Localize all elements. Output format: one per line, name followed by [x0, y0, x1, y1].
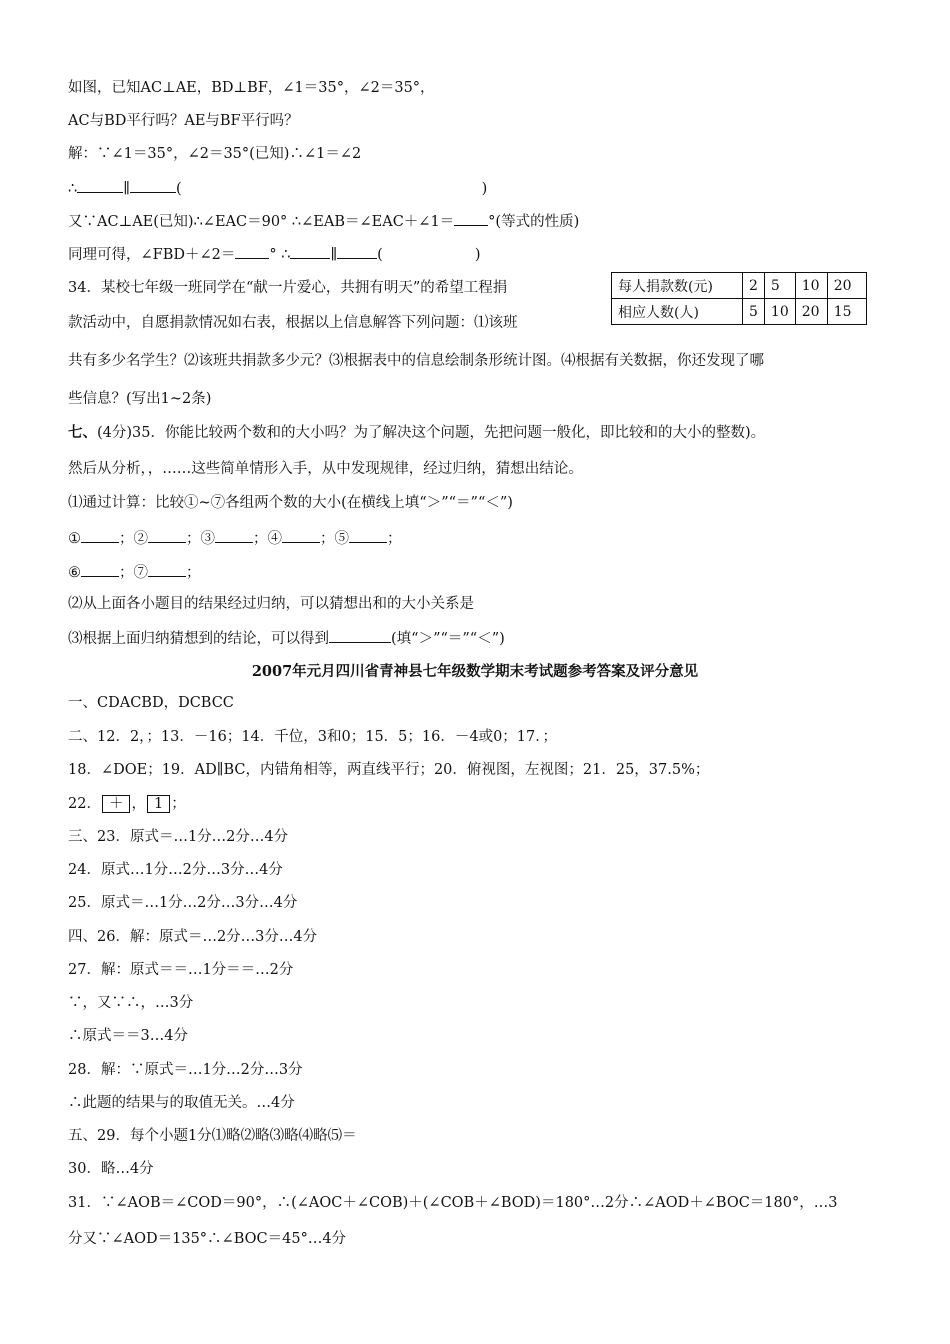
item-label: ；	[387, 531, 402, 547]
solution-text: °(等式的性质)	[488, 214, 580, 230]
answer-blank[interactable]	[130, 177, 176, 193]
section-heading: 七、	[68, 424, 97, 441]
q35-comparison-row1	[68, 527, 402, 549]
boxed-answer: 1	[147, 795, 170, 813]
q35-text-line3: ⑴通过计算：比较①~⑦各组两个数的大小(在横线上填“＞”“＝”“＜”)	[68, 495, 513, 511]
answer-blank[interactable]	[77, 177, 123, 193]
answer-blank[interactable]	[81, 561, 119, 577]
solution-text: 同理可得，∠FBD＋∠2＝	[68, 247, 236, 263]
boxed-answer: ＋	[102, 795, 131, 813]
answer-line: 分又∵∠AOD＝135°∴∠BOC＝45°…4分	[68, 1231, 347, 1247]
item-label: ；⑤	[320, 531, 349, 547]
item-label: ；	[186, 565, 201, 581]
q33-solution-line1: 解：∵∠1＝35°，∠2＝35°(已知)∴∠1＝∠2	[68, 146, 362, 162]
answer-line	[68, 794, 186, 814]
table-cell: 每人捐款数(元)	[612, 273, 743, 299]
q35-comparison-row2	[68, 561, 201, 583]
answer-text: ；	[171, 796, 186, 812]
answer-line: 27．解：原式＝＝…1分＝＝…2分	[68, 962, 294, 978]
question-text: ⑶根据上面归纳猜想到的结论，可以得到	[68, 631, 329, 647]
table-cell: 5	[764, 273, 795, 299]
answer-blank[interactable]	[337, 243, 377, 259]
item-label: ⑥	[68, 565, 81, 581]
answer-blank[interactable]	[282, 527, 320, 543]
therefore-symbol: ∴	[68, 181, 78, 197]
answer-line: 24．原式…1分…2分…3分…4分	[68, 862, 283, 878]
table-cell: 10	[764, 299, 795, 325]
item-label: ；④	[253, 531, 282, 547]
answer-line: 五、29．每个小题1分⑴略⑵略⑶略⑷略⑸＝	[68, 1128, 357, 1144]
answer-line: 18．∠DOE；19．AD∥BC，内错角相等，两直线平行；20．俯视图，左视图；21．25，37.5%；	[68, 762, 710, 778]
answer-blank[interactable]	[349, 527, 387, 543]
answer-blank[interactable]	[81, 527, 119, 543]
table-cell: 20	[795, 299, 827, 325]
item-label: ；⑦	[119, 565, 148, 581]
q35-text-line2: 然后从分析，，……这些简单情形入手，从中发现规律，经过归纳，猜想出结论。	[68, 461, 583, 477]
answer-line: 28．解：∵原式＝…1分…2分…3分	[68, 1062, 303, 1078]
answer-line: 一、CDACBD，DCBCC	[68, 695, 234, 711]
q33-text-line1: 如图，已知AC⊥AE，BD⊥BF，∠1＝35°，∠2＝35°，	[68, 80, 435, 96]
answer-line: 二、12．2，；13．－16；14．千位，3和0；15．5；16．－4或0；17．；	[68, 729, 558, 745]
answer-key-title: 2007年元月四川省青神县七年级数学期末考试题参考答案及评分意见	[251, 663, 699, 680]
item-label: ①	[68, 531, 81, 547]
q34-text-line3: 共有多少名学生？⑵该班共捐款多少元？⑶根据表中的信息绘制条形统计图。⑷根据有关数据，你还发现了哪	[68, 353, 764, 369]
answer-line: 25．原式＝…1分…2分…3分…4分	[68, 895, 298, 911]
q35-text-line4: ⑵从上面各小题目的结果经过归纳，可以猜想出和的大小关系是	[68, 596, 474, 612]
table-row	[612, 299, 867, 325]
question-text: (填“＞”“＝”“＜”)	[391, 631, 505, 647]
answer-line: ∵，又∵∴，…3分	[68, 995, 194, 1011]
q33-solution-line2	[68, 177, 487, 199]
answer-blank[interactable]	[290, 243, 330, 259]
table-cell: 20	[827, 273, 866, 299]
reason-open: (	[175, 181, 182, 197]
answer-line: 三、23．原式＝…1分…2分…4分	[68, 829, 289, 845]
q35-text-line1	[68, 423, 765, 443]
answer-blank[interactable]	[329, 627, 391, 643]
question-text: (4分)35．你能比较两个数和的大小吗？为了解决这个问题，先把问题一般化，即比较和的大小的整数)。	[97, 425, 766, 441]
q33-text-line2: AC与BD平行吗？AE与BF平行吗？	[68, 113, 299, 129]
item-label: ；②	[119, 531, 148, 547]
answer-line: 30．略…4分	[68, 1161, 154, 1177]
table-cell: 相应人数(人)	[612, 299, 743, 325]
solution-text: 又∵AC⊥AE(已知)∴∠EAC＝90° ∴∠EAB＝∠EAC＋∠1＝	[68, 214, 455, 230]
donation-table	[611, 272, 867, 325]
q33-solution-line3	[68, 210, 579, 232]
reason-close: )	[481, 181, 488, 197]
q34-text-line1: 34．某校七年级一班同学在“献一片爱心，共拥有明天”的希望工程捐	[68, 280, 508, 296]
answer-blank[interactable]	[148, 561, 186, 577]
solution-text: ° ∴	[269, 247, 291, 263]
table-row	[612, 273, 867, 299]
answer-blank[interactable]	[148, 527, 186, 543]
q34-text-line4: 些信息？(写出1~2条)	[68, 391, 212, 407]
answer-line: ∴此题的结果与的取值无关。…4分	[68, 1095, 295, 1111]
answer-line: 31．∵∠AOB＝∠COD＝90°，∴(∠AOC＋∠COB)＋(∠COB＋∠BOD)＝180°…2分∴∠AOD＋∠BOC＝180°，…3	[68, 1195, 838, 1211]
answer-text: 22．	[68, 796, 101, 812]
answer-blank[interactable]	[215, 527, 253, 543]
answer-line: ∴原式＝＝3…4分	[68, 1028, 188, 1044]
answer-text: ，	[131, 796, 146, 812]
parallel-symbol: ∥	[330, 247, 338, 263]
answer-line: 四、26．解：原式＝…2分…3分…4分	[68, 929, 318, 945]
reason-open: (	[377, 247, 383, 263]
table-cell: 15	[827, 299, 866, 325]
reason-close: )	[474, 247, 481, 263]
answer-blank[interactable]	[454, 210, 488, 226]
q33-solution-line4	[68, 243, 481, 265]
table-cell: 2	[743, 273, 765, 299]
parallel-symbol: ∥	[123, 181, 130, 197]
q34-text-line2: 款活动中，自愿捐款情况如右表，根据以上信息解答下列问题：⑴该班	[68, 315, 518, 331]
item-label: ；③	[186, 531, 215, 547]
answer-blank[interactable]	[235, 243, 269, 259]
table-cell: 10	[795, 273, 827, 299]
q35-text-line5	[68, 627, 505, 649]
table-cell: 5	[743, 299, 765, 325]
